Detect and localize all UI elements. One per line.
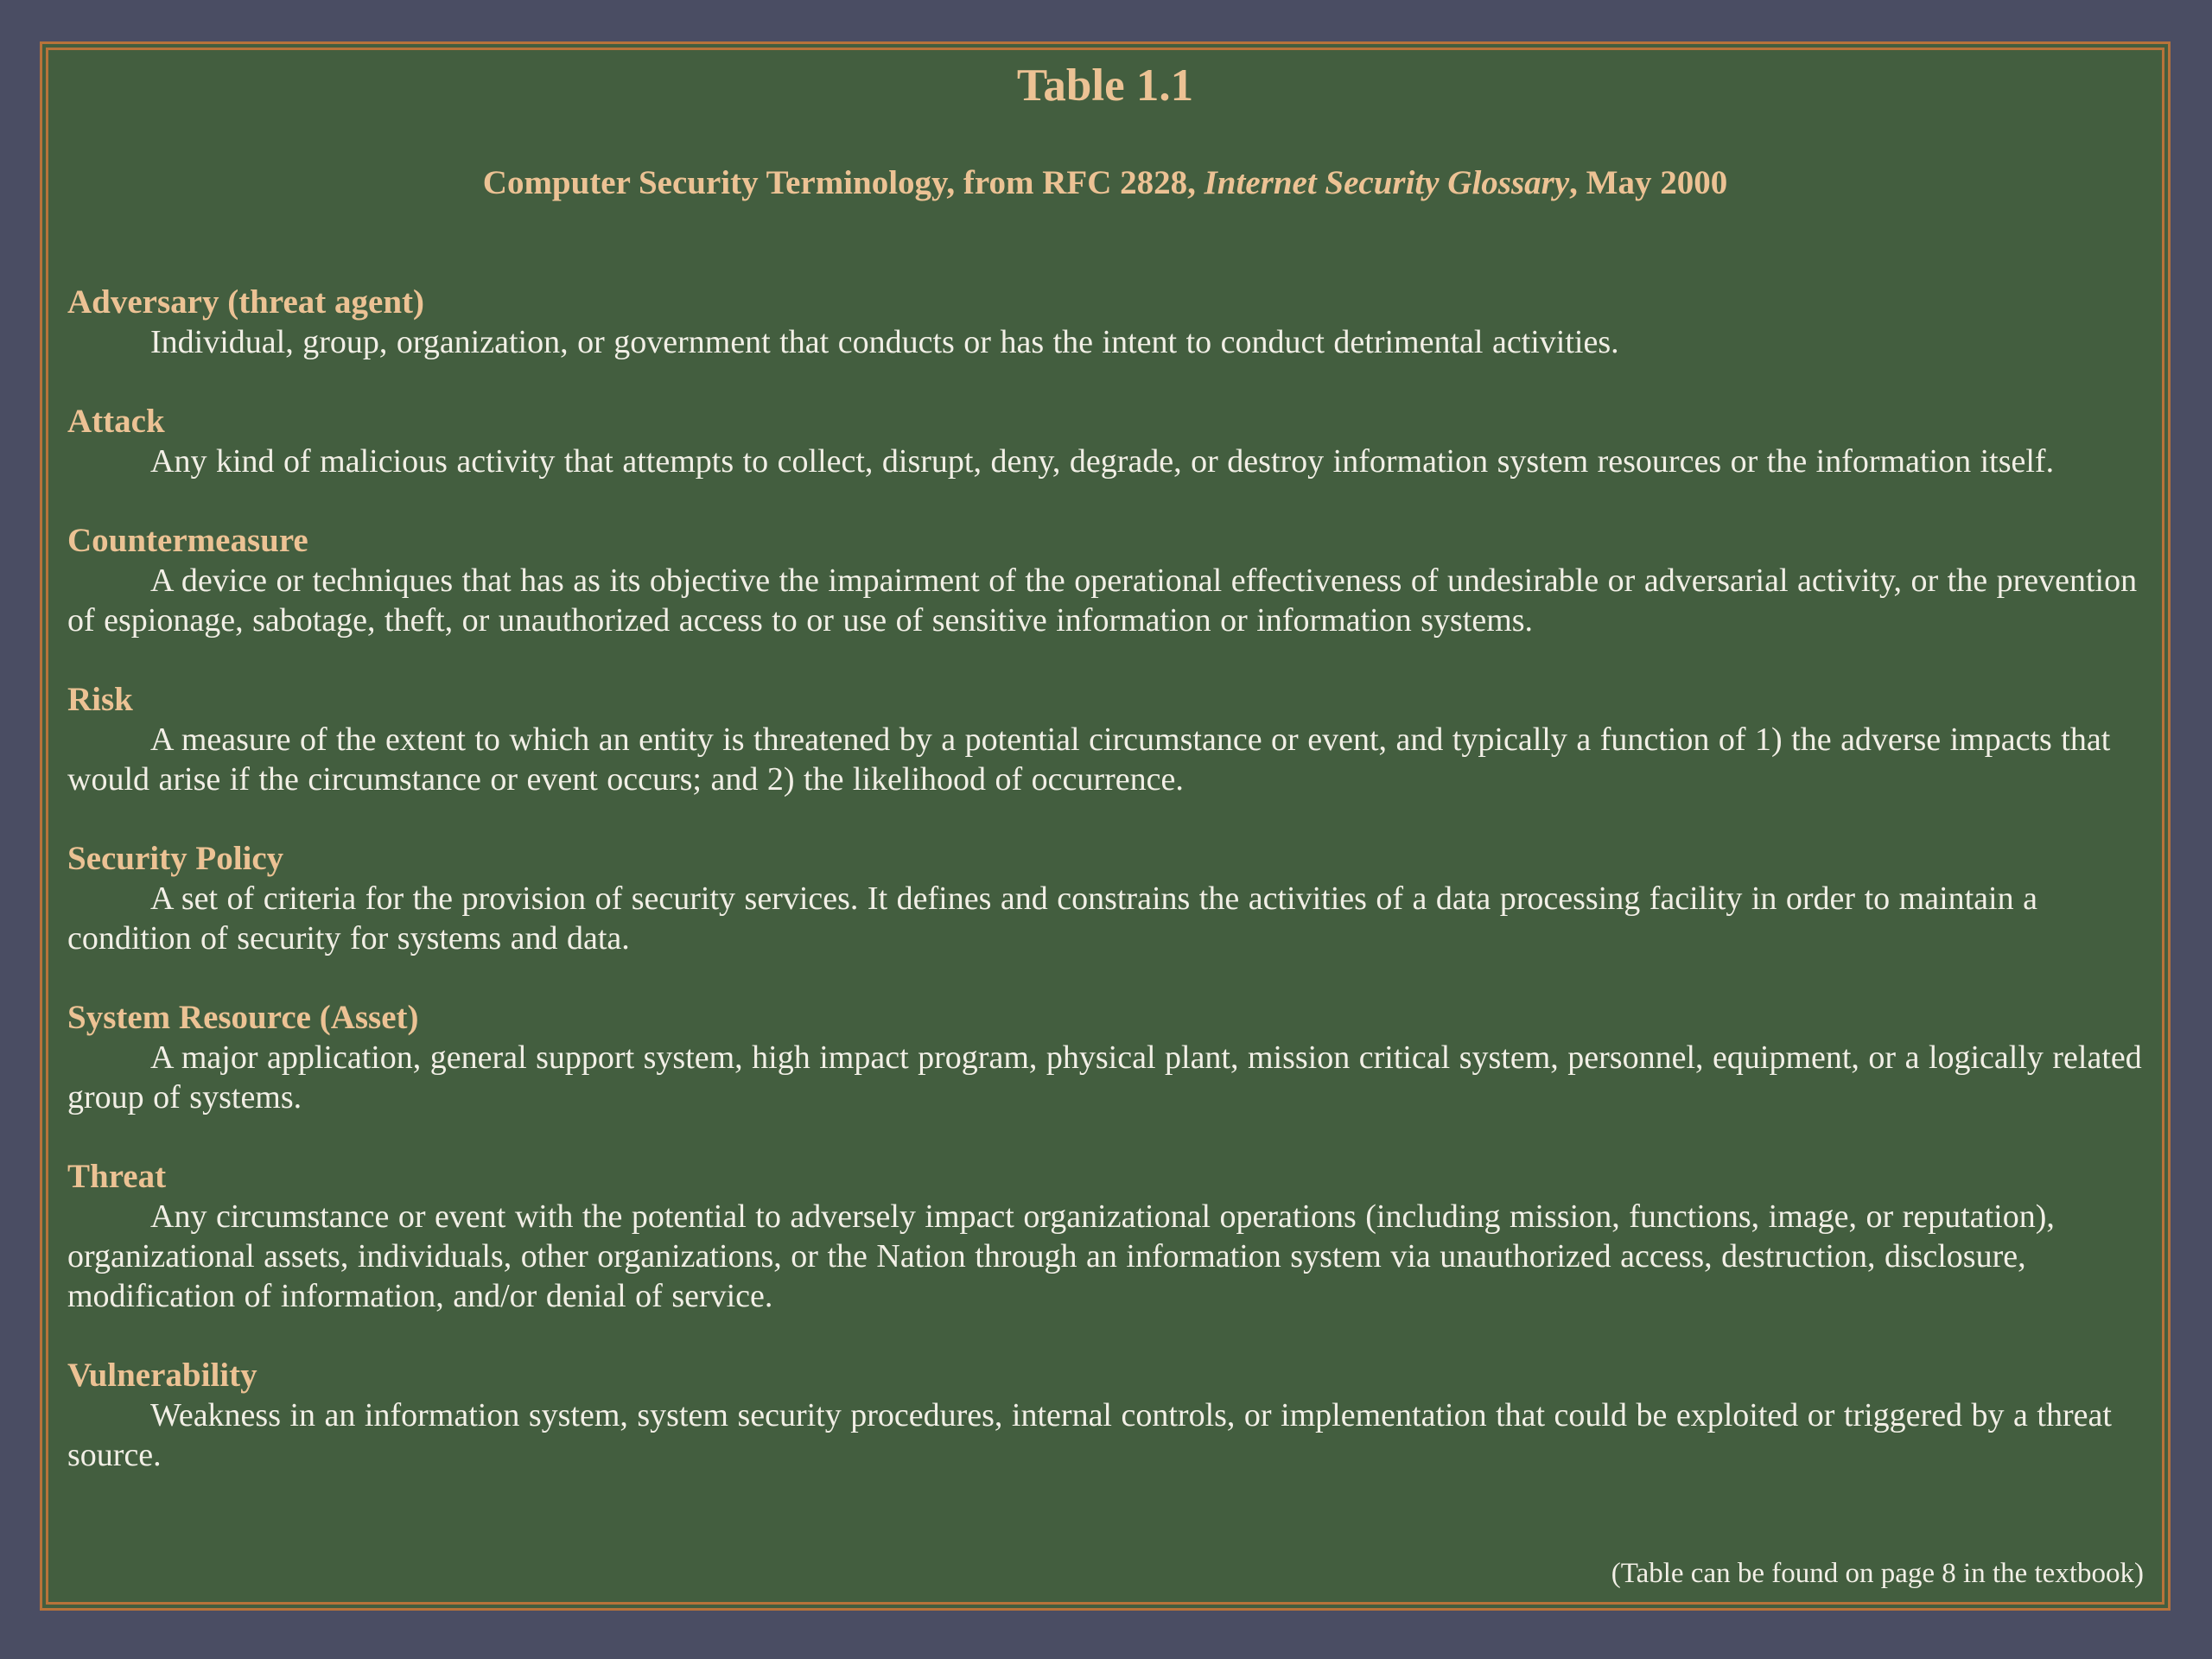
subtitle-italic-title: Internet Security Glossary xyxy=(1204,164,1570,201)
slide-panel xyxy=(40,41,2171,1611)
glossary-term: System Resource (Asset) xyxy=(67,999,419,1036)
subtitle-text: Computer Security Terminology, from RFC 2828, xyxy=(482,164,1205,201)
subtitle-date: , May 2000 xyxy=(1569,164,1728,201)
glossary-term: Security Policy xyxy=(67,840,284,877)
glossary-definition: A device or techniques that has as its objective the impairment of the operational effectiveness of undesirable or adversarial activity, or the prevention of espionage, sabotage, theft, or unauthorized access to or use of sensitive information or information systems. xyxy=(67,563,2138,639)
glossary-definition: Individual, group, organization, or government that conducts or has the intent to conduct detrimental activities. xyxy=(150,324,1619,360)
glossary-term: Threat xyxy=(67,1158,167,1195)
glossary-definition: Weakness in an information system, system security procedures, internal controls, or implementation that could be exploited or triggered by a threat source. xyxy=(67,1397,2112,1473)
glossary-definition: A measure of the extent to which an entity is threatened by a potential circumstance or event, and typically a function of 1) the adverse impacts that would arise if the circumstance or event occurs; and 2) the likelihood of occurrence. xyxy=(67,721,2111,798)
glossary-term: Attack xyxy=(67,403,165,440)
glossary-definition: A set of criteria for the provision of security services. It defines and constrains the activities of a data processing facility in order to maintain a condition of security for systems and data. xyxy=(67,880,2037,957)
table-subtitle xyxy=(42,162,2168,205)
glossary-term: Countermeasure xyxy=(67,522,308,559)
glossary-term: Adversary (threat agent) xyxy=(67,283,425,321)
glossary-term: Risk xyxy=(67,681,133,718)
glossary-definition: A major application, general support system, high impact program, physical plant, mission critical system, personnel, equipment, or a logically related group of systems. xyxy=(67,1039,2142,1116)
glossary-entry xyxy=(67,1356,2147,1475)
glossary-entry xyxy=(67,680,2147,799)
glossary-definition: Any circumstance or event with the potential to adversely impact organizational operations (including mission, functions, image, or reputation), organizational assets, individuals, other organizations, or the Nation through an information system via unauthorized access, destruction, disclosure, modification of information, and/or denial of service. xyxy=(67,1198,2055,1314)
glossary-entry xyxy=(67,283,2147,362)
glossary-entry xyxy=(67,1157,2147,1316)
glossary-definition: Any kind of malicious activity that attempts to collect, disrupt, deny, degrade, or destroy information system resources or the information itself. xyxy=(150,443,2055,480)
glossary-entry xyxy=(67,521,2147,640)
glossary-entry xyxy=(67,402,2147,481)
table-title: Table 1.1 xyxy=(1016,60,1194,111)
glossary-entry xyxy=(67,998,2147,1117)
glossary-entry xyxy=(67,839,2147,958)
glossary-term: Vulnerability xyxy=(67,1357,257,1394)
glossary-list xyxy=(67,283,2147,1515)
page-reference-footnote: (Table can be found on page 8 in the textbook) xyxy=(1611,1558,2144,1589)
